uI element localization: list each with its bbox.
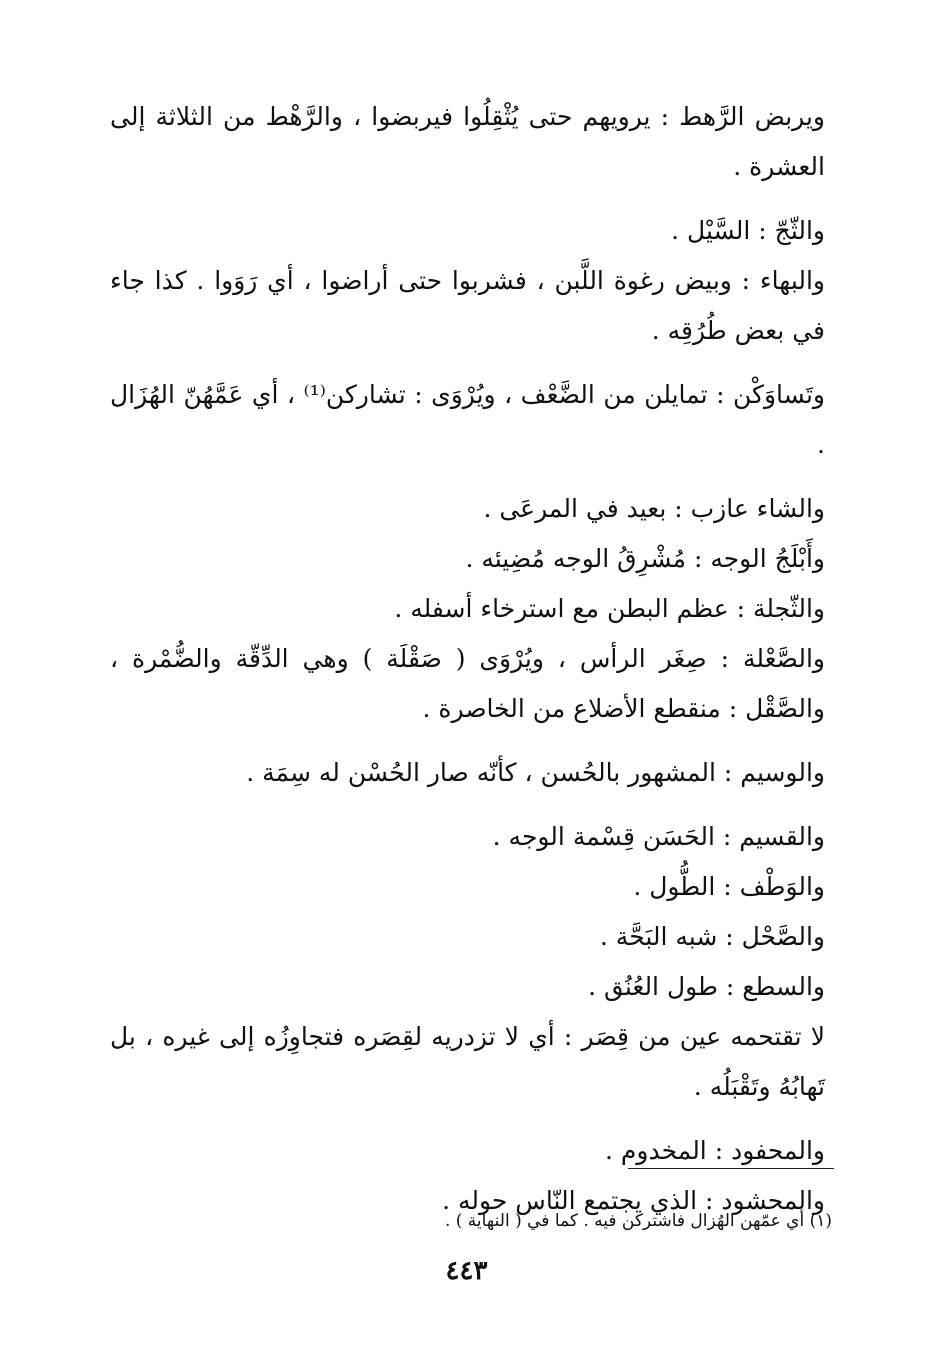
page-number: ٤٤٣ (445, 1256, 488, 1286)
text-paragraph: والشاء عازب : بعيد في المرعَى . (483, 494, 825, 523)
text-paragraph: والمحشود : الذي يجتمع النّاس حوله . (442, 1186, 825, 1215)
text-paragraph: والبهاء : وبيض رغوة اللَّبن ، فشربوا حتى أراضوا ، أي رَوَوا . كذا جاء في بعض طُرُقِه . (110, 266, 825, 345)
text-paragraph: وتَساوَكْن : تمايلن من الضَّعْف ، ويُرْوَى : تشاركن⁽¹⁾ ، أي عَمَّهُنّ الهُزَال . (110, 380, 825, 459)
text-paragraph: والسطع : طول العُنُق . (588, 972, 825, 1001)
main-text (110, 92, 825, 1226)
text-paragraph: والثّجلة : عظم البطن مع استرخاء أسفله . (394, 594, 825, 623)
text-paragraph: والوسيم : المشهور بالحُسن ، كأنّه صار الحُسْن له سِمَة . (246, 758, 825, 787)
text-paragraph: والصَّحْل : شبه البَحَّة . (599, 922, 825, 951)
text-paragraph: وأَبْلَجُ الوجه : مُشْرِقُ الوجه مُضِيئه . (465, 544, 825, 573)
text-paragraph: والصَّعْلة : صِغَر الرأس ، ويُرْوَى ( صَقْلَة ) وهي الدِّقّة والضُّمْرة ، والصَّقْل : منقطع الأضلاع من الخاصرة . (110, 644, 825, 723)
text-paragraph: والثّجّ : السَّيْل . (671, 216, 825, 245)
text-paragraph: والقسيم : الحَسَن قِسْمة الوجه . (492, 822, 825, 851)
text-paragraph: والمحفود : المخدوم . (605, 1136, 825, 1165)
footnote-divider (628, 1168, 834, 1169)
text-paragraph: لا تقتحمه عين من قِصَر : أي لا تزدريه لقِصَره فتجاوِزُه إلى غيره ، بل تَهابُهُ وتَقْبَلُه . (110, 1022, 825, 1101)
text-paragraph: ويربض الرَّهط : يرويهم حتى يُثْقِلُوا فيربضوا ، والرَّهْط من الثلاثة إلى العشرة . (110, 102, 825, 181)
text-paragraph: والوَطْف : الطُّول . (633, 872, 825, 901)
footnote: (١) أي عمّهن الهُزال فاشتركن فيه . كما في ( النهاية ) . (444, 1211, 832, 1231)
